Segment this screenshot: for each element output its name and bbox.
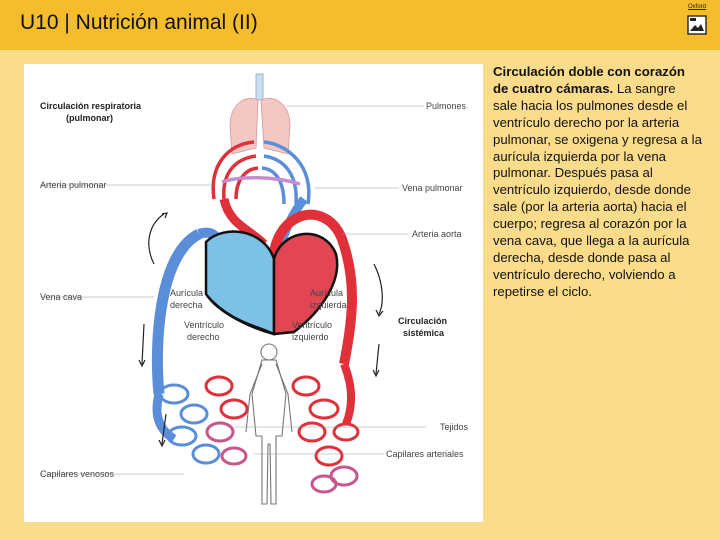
label-tissues: Tejidos (440, 422, 469, 432)
label-right-atrium: Aurícula (170, 288, 204, 298)
label-vena-cava: Vena cava (40, 292, 83, 302)
description-body: La sangre sale hacia los pulmones desde el ventrículo derecho por la arteria pulmonar, se oxigena y regresa a la aurícula izquierda por la vena pulmonar. Después pasa al ventrículo izquierdo, desde donde sale (por la arteria aorta) hacia el cuerpo; regresa al corazón por la vena cava, que llega a la aurícula derecha, desde donde pasa al ventrículo derecho, volviendo a repetirse el ciclo. (493, 80, 702, 299)
circulation-diagram (24, 64, 483, 522)
label-left-ventricle: Ventrículo (292, 320, 333, 330)
description-text (493, 64, 703, 301)
label-systemic-circuit: Circulación (398, 316, 448, 326)
label-pulmonary-vein: Vena pulmonar (402, 183, 463, 193)
label-lungs: Pulmones (426, 101, 467, 111)
label-arterial-capillaries: Capilares arteriales (386, 449, 464, 459)
description-bold: Circulación doble con corazón de cuatro cámaras. (493, 64, 685, 96)
label-right-atrium-sub: derecha (170, 300, 203, 310)
label-pulmonary-artery: Arteria pulmonar (40, 180, 107, 190)
label-right-ventricle-sub: derecho (187, 332, 220, 342)
publisher-logo (684, 4, 710, 40)
label-aorta: Arteria aorta (412, 229, 462, 239)
pulmonary-capillaries (213, 142, 309, 204)
label-left-atrium: Aurícula (310, 288, 344, 298)
label-pulmonary-circuit: Circulación respiratoria (40, 101, 142, 111)
vena-cava (157, 234, 199, 394)
label-venous-capillaries: Capilares venosos (40, 469, 115, 479)
label-left-ventricle-sub: izquierdo (292, 332, 329, 342)
label-systemic-circuit-sub: sistémica (403, 328, 445, 338)
slide-title: U10 | Nutrición animal (II) (20, 11, 258, 34)
human-figure (246, 344, 292, 504)
header-bar (0, 0, 720, 50)
logo-text: Oxford (687, 4, 706, 10)
logo-icon (687, 15, 707, 35)
label-pulmonary-circuit-sub: (pulmonar) (66, 113, 113, 123)
venous-capillaries (160, 385, 219, 463)
label-right-ventricle: Ventrículo (184, 320, 225, 330)
label-left-atrium-sub: izquierda (310, 300, 347, 310)
lungs (230, 74, 290, 154)
